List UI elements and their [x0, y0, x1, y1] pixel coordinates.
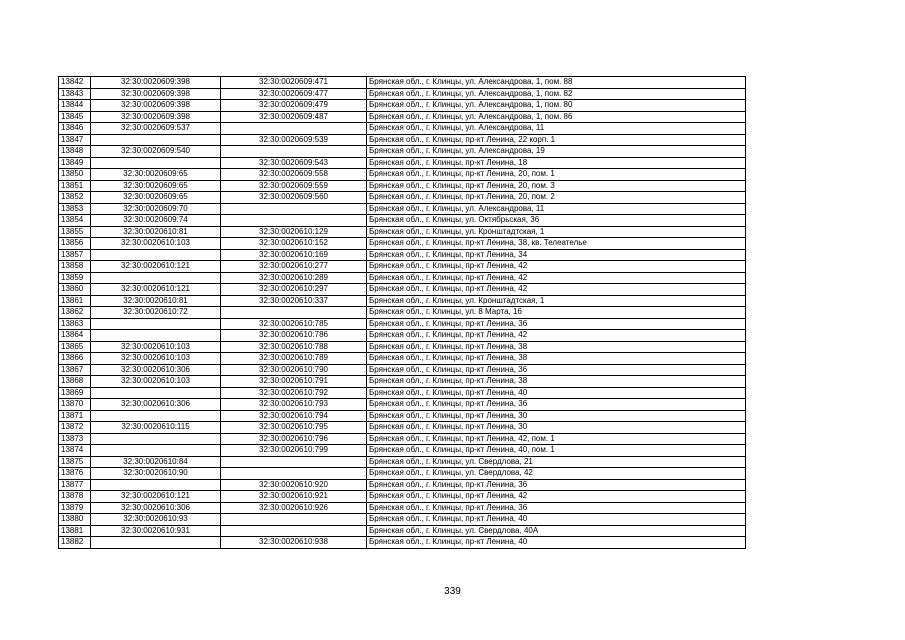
table-row: [59, 295, 746, 307]
registry-table: [58, 76, 746, 549]
table-row: [59, 249, 746, 261]
object-cadastral-number-cell: 32:30:0020610:799: [221, 445, 367, 457]
object-cadastral-number-cell: [221, 468, 367, 480]
table-row: [59, 284, 746, 296]
row-number-cell: 13861: [59, 295, 91, 307]
row-number-cell: 13849: [59, 157, 91, 169]
land-cadastral-number-cell: [91, 318, 221, 330]
address-cell: Брянская обл., г. Клинцы, пр-кт Ленина, 42: [367, 272, 746, 284]
land-cadastral-number-cell: 32:30:0020609:70: [91, 203, 221, 215]
object-cadastral-number-cell: 32:30:0020610:792: [221, 387, 367, 399]
address-cell: Брянская обл., г. Клинцы, пр-кт Ленина, 34: [367, 249, 746, 261]
row-number-cell: 13854: [59, 215, 91, 227]
address-cell: Брянская обл., г. Клинцы, пр-кт Ленина, 36: [367, 502, 746, 514]
land-cadastral-number-cell: 32:30:0020610:121: [91, 284, 221, 296]
row-number-cell: 13843: [59, 88, 91, 100]
row-number-cell: 13865: [59, 341, 91, 353]
table-row: [59, 134, 746, 146]
land-cadastral-number-cell: 32:30:0020609:537: [91, 123, 221, 135]
address-cell: Брянская обл., г. Клинцы, пр-кт Ленина, 38: [367, 353, 746, 365]
address-cell: Брянская обл., г. Клинцы, пр-кт Ленина, 42: [367, 330, 746, 342]
table-row: [59, 399, 746, 411]
land-cadastral-number-cell: 32:30:0020609:540: [91, 146, 221, 158]
row-number-cell: 13846: [59, 123, 91, 135]
table-row: [59, 238, 746, 250]
land-cadastral-number-cell: 32:30:0020610:103: [91, 376, 221, 388]
land-cadastral-number-cell: [91, 479, 221, 491]
land-cadastral-number-cell: 32:30:0020610:72: [91, 307, 221, 319]
address-cell: Брянская обл., г. Клинцы, ул. Свердлова, 21: [367, 456, 746, 468]
row-number-cell: 13859: [59, 272, 91, 284]
object-cadastral-number-cell: [221, 123, 367, 135]
table-row: [59, 387, 746, 399]
object-cadastral-number-cell: 32:30:0020610:793: [221, 399, 367, 411]
row-number-cell: 13876: [59, 468, 91, 480]
address-cell: Брянская обл., г. Клинцы, пр-кт Ленина, 20, пом. 3: [367, 180, 746, 192]
land-cadastral-number-cell: [91, 387, 221, 399]
object-cadastral-number-cell: 32:30:0020609:559: [221, 180, 367, 192]
address-cell: Брянская обл., г. Клинцы, пр-кт Ленина, 36: [367, 364, 746, 376]
object-cadastral-number-cell: 32:30:0020610:785: [221, 318, 367, 330]
row-number-cell: 13850: [59, 169, 91, 181]
table-row: [59, 502, 746, 514]
land-cadastral-number-cell: 32:30:0020610:103: [91, 353, 221, 365]
table-row: [59, 88, 746, 100]
row-number-cell: 13870: [59, 399, 91, 411]
object-cadastral-number-cell: 32:30:0020610:920: [221, 479, 367, 491]
address-cell: Брянская обл., г. Клинцы, ул. Александрова, 1, пом. 88: [367, 77, 746, 89]
row-number-cell: 13845: [59, 111, 91, 123]
row-number-cell: 13848: [59, 146, 91, 158]
object-cadastral-number-cell: 32:30:0020609:560: [221, 192, 367, 204]
row-number-cell: 13857: [59, 249, 91, 261]
registry-table-body: [59, 77, 746, 549]
row-number-cell: 13874: [59, 445, 91, 457]
land-cadastral-number-cell: 32:30:0020610:103: [91, 341, 221, 353]
table-row: [59, 307, 746, 319]
object-cadastral-number-cell: 32:30:0020609:471: [221, 77, 367, 89]
row-number-cell: 13871: [59, 410, 91, 422]
row-number-cell: 13852: [59, 192, 91, 204]
object-cadastral-number-cell: 32:30:0020610:794: [221, 410, 367, 422]
land-cadastral-number-cell: 32:30:0020610:81: [91, 295, 221, 307]
table-row: [59, 330, 746, 342]
land-cadastral-number-cell: 32:30:0020610:84: [91, 456, 221, 468]
table-row: [59, 341, 746, 353]
land-cadastral-number-cell: 32:30:0020610:306: [91, 364, 221, 376]
address-cell: Брянская обл., г. Клинцы, пр-кт Ленина, 20, пом. 2: [367, 192, 746, 204]
table-row: [59, 261, 746, 273]
object-cadastral-number-cell: 32:30:0020610:796: [221, 433, 367, 445]
address-cell: Брянская обл., г. Клинцы, ул. Кронштадтская, 1: [367, 295, 746, 307]
table-row: [59, 456, 746, 468]
row-number-cell: 13882: [59, 537, 91, 549]
object-cadastral-number-cell: 32:30:0020609:487: [221, 111, 367, 123]
land-cadastral-number-cell: 32:30:0020609:398: [91, 88, 221, 100]
table-row: [59, 180, 746, 192]
row-number-cell: 13862: [59, 307, 91, 319]
object-cadastral-number-cell: 32:30:0020610:289: [221, 272, 367, 284]
row-number-cell: 13878: [59, 491, 91, 503]
object-cadastral-number-cell: 32:30:0020610:337: [221, 295, 367, 307]
row-number-cell: 13872: [59, 422, 91, 434]
object-cadastral-number-cell: 32:30:0020610:791: [221, 376, 367, 388]
address-cell: Брянская обл., г. Клинцы, пр-кт Ленина, 36: [367, 479, 746, 491]
row-number-cell: 13860: [59, 284, 91, 296]
land-cadastral-number-cell: 32:30:0020609:398: [91, 111, 221, 123]
row-number-cell: 13856: [59, 238, 91, 250]
table-row: [59, 525, 746, 537]
object-cadastral-number-cell: 32:30:0020610:277: [221, 261, 367, 273]
row-number-cell: 13847: [59, 134, 91, 146]
address-cell: Брянская обл., г. Клинцы, ул. Александрова, 11: [367, 123, 746, 135]
land-cadastral-number-cell: [91, 537, 221, 549]
land-cadastral-number-cell: 32:30:0020610:90: [91, 468, 221, 480]
address-cell: Брянская обл., г. Клинцы, ул. Свердлова, 42: [367, 468, 746, 480]
land-cadastral-number-cell: 32:30:0020609:65: [91, 192, 221, 204]
land-cadastral-number-cell: 32:30:0020610:121: [91, 491, 221, 503]
row-number-cell: 13853: [59, 203, 91, 215]
row-number-cell: 13842: [59, 77, 91, 89]
object-cadastral-number-cell: 32:30:0020609:539: [221, 134, 367, 146]
address-cell: Брянская обл., г. Клинцы, ул. Александрова, 1, пом. 80: [367, 100, 746, 112]
object-cadastral-number-cell: 32:30:0020610:789: [221, 353, 367, 365]
object-cadastral-number-cell: 32:30:0020610:788: [221, 341, 367, 353]
page-number: 339: [444, 586, 461, 597]
table-row: [59, 169, 746, 181]
table-row: [59, 146, 746, 158]
land-cadastral-number-cell: [91, 445, 221, 457]
object-cadastral-number-cell: [221, 203, 367, 215]
table-row: [59, 123, 746, 135]
table-row: [59, 410, 746, 422]
land-cadastral-number-cell: 32:30:0020610:81: [91, 226, 221, 238]
land-cadastral-number-cell: 32:30:0020610:931: [91, 525, 221, 537]
table-row: [59, 353, 746, 365]
table-row: [59, 468, 746, 480]
row-number-cell: 13863: [59, 318, 91, 330]
address-cell: Брянская обл., г. Клинцы, пр-кт Ленина, 40, пом. 1: [367, 445, 746, 457]
object-cadastral-number-cell: 32:30:0020610:921: [221, 491, 367, 503]
address-cell: Брянская обл., г. Клинцы, пр-кт Ленина, 38: [367, 341, 746, 353]
object-cadastral-number-cell: 32:30:0020610:129: [221, 226, 367, 238]
object-cadastral-number-cell: 32:30:0020609:543: [221, 157, 367, 169]
address-cell: Брянская обл., г. Клинцы, пр-кт Ленина, 42: [367, 261, 746, 273]
object-cadastral-number-cell: 32:30:0020610:795: [221, 422, 367, 434]
row-number-cell: 13851: [59, 180, 91, 192]
address-cell: Брянская обл., г. Клинцы, пр-кт Ленина, 38, кв. Телеателье: [367, 238, 746, 250]
row-number-cell: 13875: [59, 456, 91, 468]
land-cadastral-number-cell: 32:30:0020610:103: [91, 238, 221, 250]
row-number-cell: 13879: [59, 502, 91, 514]
table-row: [59, 215, 746, 227]
table-row: [59, 77, 746, 89]
address-cell: Брянская обл., г. Клинцы, пр-кт Ленина, 40: [367, 387, 746, 399]
table-row: [59, 272, 746, 284]
object-cadastral-number-cell: 32:30:0020609:558: [221, 169, 367, 181]
land-cadastral-number-cell: 32:30:0020610:306: [91, 399, 221, 411]
object-cadastral-number-cell: 32:30:0020610:938: [221, 537, 367, 549]
row-number-cell: 13864: [59, 330, 91, 342]
land-cadastral-number-cell: [91, 272, 221, 284]
address-cell: Брянская обл., г. Клинцы, ул. 8 Марта, 16: [367, 307, 746, 319]
row-number-cell: 13858: [59, 261, 91, 273]
address-cell: Брянская обл., г. Клинцы, пр-кт Ленина, 30: [367, 410, 746, 422]
table-row: [59, 364, 746, 376]
row-number-cell: 13844: [59, 100, 91, 112]
land-cadastral-number-cell: 32:30:0020609:74: [91, 215, 221, 227]
land-cadastral-number-cell: [91, 157, 221, 169]
row-number-cell: 13867: [59, 364, 91, 376]
land-cadastral-number-cell: 32:30:0020609:65: [91, 180, 221, 192]
land-cadastral-number-cell: 32:30:0020609:398: [91, 77, 221, 89]
table-row: [59, 203, 746, 215]
address-cell: Брянская обл., г. Клинцы, пр-кт Ленина, 22 корп. 1: [367, 134, 746, 146]
address-cell: Брянская обл., г. Клинцы, пр-кт Ленина, 40: [367, 537, 746, 549]
table-row: [59, 422, 746, 434]
land-cadastral-number-cell: [91, 249, 221, 261]
land-cadastral-number-cell: [91, 134, 221, 146]
object-cadastral-number-cell: [221, 514, 367, 526]
object-cadastral-number-cell: 32:30:0020610:926: [221, 502, 367, 514]
address-cell: Брянская обл., г. Клинцы, ул. Свердлова, 40А: [367, 525, 746, 537]
row-number-cell: 13869: [59, 387, 91, 399]
row-number-cell: 13880: [59, 514, 91, 526]
land-cadastral-number-cell: 32:30:0020610:93: [91, 514, 221, 526]
address-cell: Брянская обл., г. Клинцы, ул. Александрова, 11: [367, 203, 746, 215]
address-cell: Брянская обл., г. Клинцы, пр-кт Ленина, 20, пом. 1: [367, 169, 746, 181]
address-cell: Брянская обл., г. Клинцы, ул. Октябрьская, 36: [367, 215, 746, 227]
table-row: [59, 192, 746, 204]
object-cadastral-number-cell: 32:30:0020610:169: [221, 249, 367, 261]
land-cadastral-number-cell: [91, 330, 221, 342]
table-row: [59, 491, 746, 503]
table-row: [59, 514, 746, 526]
object-cadastral-number-cell: [221, 525, 367, 537]
table-row: [59, 376, 746, 388]
address-cell: Брянская обл., г. Клинцы, пр-кт Ленина, 42: [367, 491, 746, 503]
object-cadastral-number-cell: [221, 146, 367, 158]
object-cadastral-number-cell: 32:30:0020610:152: [221, 238, 367, 250]
row-number-cell: 13868: [59, 376, 91, 388]
row-number-cell: 13877: [59, 479, 91, 491]
address-cell: Брянская обл., г. Клинцы, пр-кт Ленина, 42, пом. 1: [367, 433, 746, 445]
table-row: [59, 318, 746, 330]
object-cadastral-number-cell: [221, 215, 367, 227]
land-cadastral-number-cell: [91, 410, 221, 422]
land-cadastral-number-cell: 32:30:0020610:115: [91, 422, 221, 434]
land-cadastral-number-cell: 32:30:0020609:398: [91, 100, 221, 112]
address-cell: Брянская обл., г. Клинцы, пр-кт Ленина, 30: [367, 422, 746, 434]
address-cell: Брянская обл., г. Клинцы, пр-кт Ленина, 36: [367, 318, 746, 330]
table-row: [59, 111, 746, 123]
row-number-cell: 13881: [59, 525, 91, 537]
row-number-cell: 13866: [59, 353, 91, 365]
land-cadastral-number-cell: 32:30:0020609:65: [91, 169, 221, 181]
object-cadastral-number-cell: [221, 456, 367, 468]
object-cadastral-number-cell: 32:30:0020609:477: [221, 88, 367, 100]
land-cadastral-number-cell: [91, 433, 221, 445]
object-cadastral-number-cell: 32:30:0020610:790: [221, 364, 367, 376]
object-cadastral-number-cell: 32:30:0020610:297: [221, 284, 367, 296]
address-cell: Брянская обл., г. Клинцы, ул. Александрова, 19: [367, 146, 746, 158]
table-row: [59, 433, 746, 445]
land-cadastral-number-cell: 32:30:0020610:306: [91, 502, 221, 514]
table-row: [59, 479, 746, 491]
object-cadastral-number-cell: 32:30:0020609:479: [221, 100, 367, 112]
address-cell: Брянская обл., г. Клинцы, пр-кт Ленина, 18: [367, 157, 746, 169]
address-cell: Брянская обл., г. Клинцы, пр-кт Ленина, 42: [367, 284, 746, 296]
object-cadastral-number-cell: [221, 307, 367, 319]
table-row: [59, 445, 746, 457]
row-number-cell: 13855: [59, 226, 91, 238]
address-cell: Брянская обл., г. Клинцы, пр-кт Ленина, 36: [367, 399, 746, 411]
land-cadastral-number-cell: 32:30:0020610:121: [91, 261, 221, 273]
table-row: [59, 226, 746, 238]
address-cell: Брянская обл., г. Клинцы, пр-кт Ленина, 38: [367, 376, 746, 388]
address-cell: Брянская обл., г. Клинцы, ул. Александрова, 1, пом. 86: [367, 111, 746, 123]
address-cell: Брянская обл., г. Клинцы, ул. Александрова, 1, пом. 82: [367, 88, 746, 100]
table-row: [59, 537, 746, 549]
address-cell: Брянская обл., г. Клинцы, пр-кт Ленина, 40: [367, 514, 746, 526]
address-cell: Брянская обл., г. Клинцы, ул. Кронштадтская, 1: [367, 226, 746, 238]
table-row: [59, 100, 746, 112]
table-row: [59, 157, 746, 169]
object-cadastral-number-cell: 32:30:0020610:786: [221, 330, 367, 342]
row-number-cell: 13873: [59, 433, 91, 445]
